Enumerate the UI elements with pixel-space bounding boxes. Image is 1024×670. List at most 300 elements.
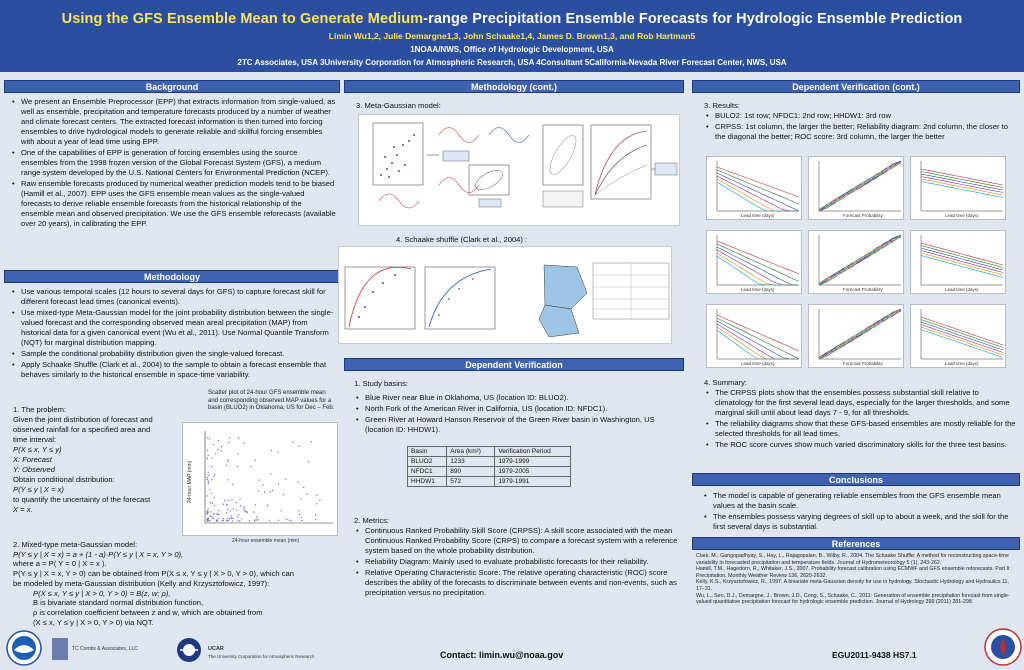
metric-bullet: • Continuous Ranked Probability Skill Score (CRPSS): A skill score associated with the mean Continuous Ranked Probability Score (CRPS) to compare a forecast system with a reference system based on the whole probability distribution. <box>354 526 684 556</box>
scatter-point <box>259 479 260 480</box>
verification-chart-svg <box>809 305 905 369</box>
dependent-verification-body <box>344 371 684 435</box>
ucar-fullname: The University Corporation for Atmospheric Research <box>208 654 315 659</box>
problem-line: P(X ≤ x, Y ≤ y) <box>13 445 62 455</box>
verification-xlabel: Lead time (days) <box>945 361 979 366</box>
basin-bullet: • Blue River near Blue in Oklahoma, US (location ID: BLUO2). <box>354 393 680 403</box>
table-cell: 890 <box>447 467 495 477</box>
scatter-point <box>303 487 304 488</box>
scatter-point <box>232 484 233 485</box>
scatter-point <box>211 493 212 494</box>
model-line: 2. Mixed-type meta-Gaussian model: <box>13 540 138 549</box>
scatter-point <box>291 520 292 521</box>
scatter-point <box>227 518 228 519</box>
scatter-point <box>213 497 214 498</box>
scatter-point <box>217 449 218 450</box>
scatter-point <box>236 510 237 511</box>
scatter-point <box>267 505 268 506</box>
verification-curve <box>717 179 799 211</box>
reference-item: Hamill, T.M., Hagedorn, R., Whitaker, J.S., 2007. Probability forecast calibration using ECMWF and GFS ensemble reforecasts. Part II: Precipitation. Monthly Weather Review 136, 2620-2632. <box>696 566 1011 579</box>
methodology-cont-heading: Methodology (cont.) <box>344 80 684 93</box>
table-cell: 572 <box>447 477 495 487</box>
noaa-logo <box>6 630 42 666</box>
scatter-point <box>270 491 271 492</box>
verification-chart <box>706 304 802 368</box>
verification-chart <box>706 156 802 220</box>
verification-curve <box>717 182 799 211</box>
methodology-bullet: • Use various temporal scales (12 hours to several days for GFS) to capture forecast skill for different forecast lead times (canonical events). <box>10 287 336 307</box>
scatter-point <box>319 500 320 501</box>
scatter-point <box>217 514 218 515</box>
verification-curve <box>921 172 1003 188</box>
scatter-point <box>221 446 222 447</box>
scatter-point <box>283 494 284 495</box>
dependent-verification-cont-heading: Dependent Verification (cont.) <box>692 80 1020 93</box>
scatter-point <box>315 519 316 520</box>
problem-line: observed rainfall for a specified area and <box>13 425 151 435</box>
table-header-cell: Verification Period <box>495 447 571 457</box>
scatter-point <box>247 512 248 513</box>
scatter-point <box>231 517 232 518</box>
verification-xlabel: Lead time (days) <box>945 213 979 218</box>
scatter-point <box>277 452 278 453</box>
verification-curve <box>717 247 799 285</box>
scatter-point <box>207 520 208 521</box>
verification-curve <box>717 176 799 211</box>
model-line: be modeled by meta-Gaussian distribution (Kelly and Krzysztofowicz, 1997): <box>13 578 270 588</box>
tc-logo-text: TC Combs & Associates, LLC <box>72 646 138 652</box>
scatter-point <box>301 517 302 518</box>
scatter-point <box>209 438 210 439</box>
scatter-point <box>220 450 221 451</box>
model-description <box>13 540 343 627</box>
scatter-xlabel: 24-hour ensemble mean (mm) <box>232 538 300 544</box>
scatter-point <box>218 440 219 441</box>
schaake-shuffle-diagram <box>339 247 673 345</box>
scatter-point <box>256 516 257 517</box>
scatter-point <box>238 514 239 515</box>
verification-xlabel: Forecast Probability <box>843 287 883 292</box>
scatter-point <box>209 515 210 516</box>
scatter-point <box>224 500 225 501</box>
scatter-point <box>215 453 216 454</box>
scatter-point <box>228 519 229 520</box>
background-bullet: • One of the capabilities of EPP is generation of forcing ensembles using the source ensembles from the 1998 frozen version of the Global Forecast System (GFS), a medium range system developed by the U.S. National Centers for Environmental Prediction (NCEP). <box>10 148 336 178</box>
scatter-point <box>238 437 239 438</box>
scatter-point <box>299 514 300 515</box>
verification-curve <box>717 241 799 274</box>
verification-curve <box>921 182 1003 198</box>
scatter-point <box>316 503 317 504</box>
verification-curve <box>921 325 1003 353</box>
schaake-shuffle-caption: 4. Schaake shuffle (Clark et al., 2004) : <box>396 235 528 244</box>
metrics-title: 2. Metrics: <box>354 516 390 525</box>
scatter-point <box>243 508 244 509</box>
scatter-point <box>207 508 208 509</box>
conclusions-section <box>692 473 1020 533</box>
scatter-point <box>218 518 219 519</box>
model-line: where a = P( Y = 0 | X = x ). <box>13 559 107 569</box>
scatter-point <box>258 490 259 491</box>
scatter-point <box>218 514 219 515</box>
scatter-point <box>208 472 209 473</box>
verification-curve <box>921 177 1003 193</box>
scatter-point <box>253 511 254 512</box>
background-bullet: • Raw ensemble forecasts produced by numerical weather prediction models tend to be biased (Hamill et al., 2007). EPP uses the GFS ensemble mean values as the single-valued forecasts to derive reliable ensemble forecasts from the historical relationship of the ensemble mean and observed precipitation. We use the GFS ensemble reforecasts (available over 20 years), in calibrating the EPP. <box>10 179 336 229</box>
verification-curve <box>921 174 1003 190</box>
problem-line: time interval: <box>13 435 57 445</box>
scatter-ylabel: 24-hour MAP (mm) <box>187 460 193 503</box>
verification-chart-svg <box>911 157 1007 221</box>
scatter-point <box>255 504 256 505</box>
scatter-point <box>241 518 242 519</box>
basin-table <box>407 446 571 487</box>
scatter-point <box>228 442 229 443</box>
scatter-point <box>232 518 233 519</box>
scatter-point <box>213 444 214 445</box>
scatter-point <box>289 520 290 521</box>
scatter-point <box>218 510 219 511</box>
scatter-point <box>308 461 309 462</box>
results-bullet: • CRPSS: 1st column, the larger the better; Reliability diagram: 2nd column, the closer to the diagonal the better; ROC score: 3rd column, the larger the better <box>704 122 1016 142</box>
summary-bullet: • The ROC score curves show much varied discriminatory skills for the three test basins. <box>704 440 1016 450</box>
verification-xlabel: Lead time (days) <box>741 361 775 366</box>
authors: Limin Wu1,2, Julie Demargne1,3, John Schaake1,4, James D. Brown1,3, and Rob Hartman5 <box>328 31 696 41</box>
scatter-point <box>211 479 212 480</box>
scatter-point <box>223 503 224 504</box>
methodology-bullet: • Apply Schaake Shuffle (Clark et al., 2004) to the sample to obtain a forecast ensemble that behaves similarly to the historical ensemble in space-time variability. <box>10 360 336 380</box>
poster-title <box>0 0 1024 27</box>
scatter-point <box>232 520 233 521</box>
scatter-point <box>207 518 208 519</box>
scatter-point <box>292 442 293 443</box>
scatter-point <box>209 489 210 490</box>
scatter-point <box>214 473 215 474</box>
scatter-point <box>239 520 240 521</box>
background-body <box>4 93 340 229</box>
scatter-point <box>236 502 237 503</box>
scatter-point <box>210 511 211 512</box>
nws-logo <box>984 628 1022 666</box>
scatter-point <box>208 475 209 476</box>
verification-chart-svg <box>707 305 803 369</box>
table-cell: 1979-2005 <box>495 467 571 477</box>
summary-list <box>704 388 1016 450</box>
scatter-point <box>249 520 250 521</box>
problem-line: X = x. <box>13 505 33 515</box>
table-row <box>408 457 571 467</box>
scatter-point <box>245 511 246 512</box>
scatter-point <box>311 441 312 442</box>
basin-bullet: • North Fork of the American River in California, US (location ID: NFDC1). <box>354 404 680 414</box>
model-line: P(Y ≤ y | X = x, Y > 0) can be obtained from P(X ≤ x, Y ≤ y | X > 0, Y > 0), which can <box>13 569 294 579</box>
scatter-point <box>297 481 298 482</box>
scatter-point <box>228 459 229 460</box>
table-cell: 1979-1991 <box>495 477 571 487</box>
nws-logo-icon <box>984 628 1022 666</box>
reference-item: Kelly, K.S., Krzysztofowicz, R., 1997. A bivariate meta-Gaussian density for use in hydrology. Stochastic Hydrology and Hydraulics 11, 17–31. <box>696 579 1009 593</box>
conclusion-bullet: • The ensembles possess varying degrees of skill up to about a week, and the skill for the first several days is substantial. <box>702 512 1016 532</box>
scatter-point <box>230 510 231 511</box>
poster-header <box>0 0 1024 72</box>
verification-curve <box>717 321 799 359</box>
table-cell: BLUO2 <box>408 457 447 467</box>
scatter-point <box>251 466 252 467</box>
results-title: 3. Results: <box>704 101 740 110</box>
scatter-point <box>223 520 224 521</box>
scatter-plot <box>182 422 338 536</box>
scatter-point <box>286 519 287 520</box>
scatter-point <box>302 520 303 521</box>
verification-chart <box>808 230 904 294</box>
scatter-point <box>237 466 238 467</box>
scatter-point <box>213 513 214 514</box>
methodology-section <box>4 270 340 381</box>
scatter-point <box>227 479 228 480</box>
verification-chart-svg <box>809 157 905 221</box>
scatter-point <box>244 507 245 508</box>
verification-chart-svg <box>707 157 803 221</box>
verification-chart <box>706 230 802 294</box>
conclusions-heading: Conclusions <box>692 473 1020 486</box>
model-line: ρ is correlation coefficient between z and w, which are obtained from <box>33 608 263 618</box>
model-line: (X ≤ x, Y ≤ y | X > 0, Y > 0) via NQT. <box>33 617 154 627</box>
references-body <box>692 550 1020 606</box>
summary-bullet: • The CRPSS plots show that the ensembles possess substantial skill relative to climatology for the first several lead days, especially for the larger thresholds, and some marginal skill until about lead days 7 - 9, for all thresholds. <box>704 388 1016 418</box>
scatter-point <box>211 466 212 467</box>
column-right <box>692 80 1020 143</box>
scatter-point <box>231 499 232 500</box>
verification-chart-grid <box>706 156 1006 371</box>
scatter-point <box>208 511 209 512</box>
meta-gaussian-caption: 3. Meta-Gaussian model: <box>356 101 441 110</box>
verification-curve <box>717 318 799 359</box>
table-header-cell: Basin <box>408 447 447 457</box>
scatter-point <box>214 505 215 506</box>
problem-line: P(Y ≤ y | X = x) <box>13 485 64 495</box>
reference-item: Wu, L., Seo, D.J., Demargne, J., Brown, J.D., Cong, S., Schaake, C., 2011: Generation of ensemble precipitation forecast from single-valued quantitative precipitation forecast for hydrologic ensemble prediction. Journal of Hydrology 399 (2011) 281-298. <box>696 592 1010 606</box>
verification-curve <box>717 250 799 285</box>
references-heading: References <box>692 537 1020 550</box>
verification-curve <box>717 315 799 351</box>
poster-id: EGU2011-9438 HS7.1 <box>832 650 917 660</box>
problem-statement <box>13 405 183 515</box>
scatter-point <box>207 450 208 451</box>
problem-line: X: Forecast <box>13 455 52 465</box>
title-part-1: Using the GFS Ensemble Mean to Generate Medium <box>61 11 424 27</box>
verification-chart <box>808 156 904 220</box>
noaa-logo-icon <box>6 630 42 666</box>
study-basins-list <box>354 393 680 435</box>
column-middle <box>344 80 684 93</box>
scatter-point <box>233 508 234 509</box>
methodology-list <box>10 287 336 380</box>
verification-xlabel: Forecast Probability <box>843 361 883 366</box>
background-bullet: • We present an Ensemble Preprocessor (EPP) that extracts information from single-valued, as well as ensemble, precipitation and temperature forecasts produced by a number of weather and climate forecast centers. The extracted forecast information is then turned into forcing ensembles to drive hydrological models to generate reliable and skillful forcing ensembles with about a year of lead time using EPP. <box>10 97 336 147</box>
verification-chart <box>910 230 1006 294</box>
scatter-point <box>306 493 307 494</box>
model-line: P(X ≤ x, Y ≤ y | X > 0, Y > 0) = B(z, w; ρ), <box>33 588 171 598</box>
verification-curve <box>717 244 799 281</box>
scatter-point <box>228 500 229 501</box>
table-header-cell: Area (km²) <box>447 447 495 457</box>
scatter-point <box>216 519 217 520</box>
conclusions-list <box>702 491 1016 532</box>
problem-line: Y: Observed <box>13 465 55 475</box>
scatter-point <box>298 510 299 511</box>
summary-bullet: • The reliability diagrams show that these GFS-based ensembles are mostly reliable for the selected thresholds for all lead times. <box>704 419 1016 439</box>
affiliation-1: 1NOAA/NWS, Office of Hydrologic Development, USA <box>410 45 614 54</box>
verification-curve <box>717 173 799 211</box>
problem-line: Obtain conditional distribution: <box>13 475 115 485</box>
verification-chart-svg <box>707 231 803 295</box>
table-header-row <box>408 447 571 457</box>
scatter-point <box>206 510 207 511</box>
scatter-point <box>227 509 228 510</box>
verification-chart <box>910 304 1006 368</box>
background-heading: Background <box>4 80 340 93</box>
scatter-point <box>223 518 224 519</box>
scatter-point <box>270 473 271 474</box>
verification-curve <box>717 324 799 359</box>
scatter-point <box>208 481 209 482</box>
column-left <box>4 80 340 230</box>
metrics-section <box>354 516 684 599</box>
scatter-point <box>237 516 238 517</box>
scatter-svg <box>183 423 339 537</box>
ucar-name: UCAR <box>208 646 224 652</box>
methodology-bullet: • Sample the conditional probability distribution given the single-valued forecast. <box>10 349 336 359</box>
scatter-point <box>285 479 286 480</box>
scatter-point <box>237 520 238 521</box>
scatter-point <box>221 520 222 521</box>
verification-chart <box>808 304 904 368</box>
scatter-point <box>226 512 227 513</box>
scatter-point <box>213 475 214 476</box>
scatter-point <box>257 519 258 520</box>
scatter-point <box>229 437 230 438</box>
scatter-point <box>254 519 255 520</box>
verification-xlabel: Lead time (days) <box>945 287 979 292</box>
scatter-point <box>207 479 208 480</box>
summary-section <box>704 378 1016 451</box>
scatter-point <box>207 437 208 438</box>
scatter-point <box>206 477 207 478</box>
verification-xlabel: Lead time (days) <box>741 213 775 218</box>
model-line: B is bivariate standard normal distribution function, <box>33 598 204 608</box>
scatter-point <box>210 502 211 503</box>
dependent-verification-section <box>344 358 684 436</box>
verification-chart-svg <box>911 305 1007 369</box>
methodology-heading: Methodology <box>4 270 340 283</box>
table-cell: 1233 <box>447 457 495 467</box>
verification-curve <box>921 322 1003 350</box>
verification-chart <box>910 156 1006 220</box>
scatter-point <box>262 485 263 486</box>
scatter-point <box>239 499 240 500</box>
scatter-point <box>231 515 232 516</box>
scatter-point <box>207 458 208 459</box>
verification-curve <box>921 169 1003 185</box>
table-row <box>408 467 571 477</box>
tc-logo-mark <box>52 638 68 660</box>
reference-item: Clark, M., Gangopadhyay, S., Hay, L., Rajagopalan, B., Wilby, R., 2004. The Schaake Shuffle: A method for reconstructing space-time variability in forecasted precipitation and temperature fields. Journal of Hydrometeorology 5 (1), 243-262. <box>696 553 1009 566</box>
ucar-logo <box>176 637 202 663</box>
metric-bullet: • Relative Operating Characteristic Score: The relative operating characteristic (ROC) score describes the ability of the forecasts to discriminate between events and non-events, such as precipitation versus no precipitation. <box>354 568 684 598</box>
metric-bullet: • Reliability Diagram: Mainly used to evaluate probabilistic forecasts for their reliability. <box>354 557 684 567</box>
scatter-point <box>278 483 279 484</box>
references-section <box>692 537 1020 606</box>
scatter-point <box>280 510 281 511</box>
scatter-point <box>269 520 270 521</box>
scatter-point <box>316 494 317 495</box>
methodology-bullet: • Use mixed-type Meta-Gaussian model for the joint probability distribution between the single-valued forecast and the corresponding observed mean areal precipitation (MAP) from historical data for a given canonical event (Wu et al., 2011). Use Normal Quantile Transform (NQT) for marginal distribution mapping. <box>10 308 336 348</box>
model-line: P(Y ≤ y | X = x) = a + (1 - a)·P(Y ≤ y | X = x, Y > 0), <box>13 549 184 559</box>
scatter-point <box>298 446 299 447</box>
scatter-point <box>226 520 227 521</box>
scatter-point <box>227 461 228 462</box>
summary-title: 4. Summary: <box>704 378 748 387</box>
verification-chart-svg <box>809 231 905 295</box>
scatter-point <box>206 495 207 496</box>
scatter-point <box>209 520 210 521</box>
ucar-logo-icon <box>176 637 202 663</box>
conclusion-bullet: • The model is capable of generating reliable ensembles from the GFS ensemble mean values at the basin scale. <box>702 491 1016 511</box>
results-section <box>692 93 1020 142</box>
scatter-point <box>271 450 272 451</box>
table-cell: HHDW1 <box>408 477 447 487</box>
scatter-point <box>264 491 265 492</box>
scatter-point <box>208 483 209 484</box>
scatter-point <box>207 513 208 514</box>
problem-line: 1. The problem: <box>13 405 67 414</box>
scatter-point <box>255 460 256 461</box>
methodology-body <box>4 283 340 380</box>
verification-xlabel: Lead time (days) <box>741 287 775 292</box>
scatter-point <box>211 516 212 517</box>
conclusions-body <box>692 486 1020 532</box>
scatter-point <box>229 518 230 519</box>
affiliation-2: 2TC Associates, USA 3University Corporation for Atmospheric Research, USA 4Consultant 5California-Nevada River Forecast Center, NWS, USA <box>237 58 787 67</box>
contact-info: Contact: limin.wu@noaa.gov <box>440 650 564 660</box>
scatter-point <box>278 520 279 521</box>
verification-xlabel: Forecast Probability <box>843 213 883 218</box>
table-cell: 1979-1999 <box>495 457 571 467</box>
scatter-point <box>226 505 227 506</box>
basin-bullet: • Green River at Howard Hanson Reservoir of the Green River basin in Washington, US (location ID: HHDW1). <box>354 415 680 435</box>
verification-chart-svg <box>911 231 1007 295</box>
metrics-list <box>354 526 684 598</box>
scatter-point <box>207 455 208 456</box>
problem-line: to quantify the uncertainty of the forecast <box>13 495 151 505</box>
results-list <box>704 111 1016 142</box>
table-cell: NFDC1 <box>408 467 447 477</box>
background-list <box>10 97 336 229</box>
results-bullet: • BULO2: 1st row; NFDC1: 2nd row; HHDW1: 3rd row <box>704 111 1016 121</box>
scatter-point <box>300 498 301 499</box>
scatter-point <box>211 457 212 458</box>
scatter-point <box>240 505 241 506</box>
study-basins-title: 1. Study basins: <box>354 379 409 388</box>
verification-curve <box>921 179 1003 195</box>
scatter-point <box>212 502 213 503</box>
scatter-point <box>272 490 273 491</box>
schaake-shuffle-figure <box>338 246 672 344</box>
scatter-point <box>315 515 316 516</box>
scatter-point <box>212 517 213 518</box>
scatter-point <box>244 510 245 511</box>
meta-gaussian-diagram <box>359 115 681 227</box>
